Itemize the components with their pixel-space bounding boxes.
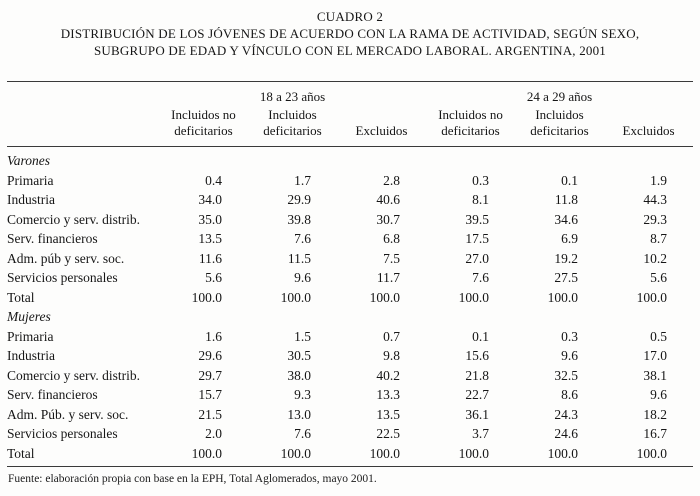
- column-header: Incluidos no deficitarios: [426, 107, 515, 147]
- value-cell: 11.8: [554, 192, 579, 207]
- value-cell: 100.0: [636, 445, 668, 461]
- value-cell: 30.7: [376, 211, 401, 227]
- value-cell: 38.0: [287, 367, 311, 383]
- value-cell: 0.5: [650, 328, 668, 344]
- statistics-table: [7, 81, 693, 467]
- value-cell: 9.8: [383, 348, 401, 363]
- section-label: Mujeres: [7, 309, 51, 324]
- value-cell: 0.3: [561, 328, 579, 344]
- value-cell: 0.1: [561, 172, 579, 188]
- value-cell: 32.5: [554, 367, 579, 383]
- value-cell: 7.6: [294, 231, 311, 246]
- table-row: [7, 171, 693, 191]
- value-cell: 9.6: [650, 387, 668, 402]
- value-cell: 36.1: [465, 406, 490, 422]
- value-cell: 100.0: [280, 445, 311, 461]
- row-label: Comercio y serv. distrib.: [7, 211, 140, 227]
- table-head: [7, 82, 693, 147]
- value-cell: 8.7: [650, 231, 668, 246]
- section-header-row: [7, 307, 693, 327]
- value-cell: 100.0: [458, 445, 490, 461]
- value-cell: 100.0: [547, 445, 579, 461]
- value-cell: 34.6: [554, 211, 579, 227]
- column-header: Excluidos: [337, 107, 426, 147]
- value-cell: 21.5: [198, 406, 222, 422]
- value-cell: 0.4: [205, 172, 222, 188]
- age-group-24-29: 24 a 29 años: [526, 89, 593, 104]
- value-cell: 5.6: [650, 270, 668, 285]
- table-subtitle-line2: SUBGRUPO DE EDAD Y VÍNCULO CON EL MERCADO LABORAL. ARGENTINA, 2001: [93, 43, 607, 58]
- value-cell: 39.8: [287, 211, 311, 227]
- value-cell: 40.6: [376, 192, 401, 207]
- value-cell: 22.7: [465, 387, 490, 402]
- empty-corner-cell: [7, 107, 159, 147]
- value-cell: 8.6: [561, 387, 579, 402]
- value-cell: 7.6: [294, 426, 311, 441]
- value-cell: 16.7: [643, 426, 668, 441]
- value-cell: 6.9: [561, 231, 579, 246]
- value-cell: 3.7: [472, 426, 490, 441]
- value-cell: 11.6: [198, 250, 222, 266]
- value-cell: 13.3: [376, 387, 401, 402]
- value-cell: 13.0: [287, 406, 311, 422]
- value-cell: 29.7: [198, 367, 222, 383]
- table-row: [7, 249, 693, 269]
- row-label: Serv. financieros: [7, 231, 98, 246]
- value-cell: 15.6: [465, 348, 490, 363]
- value-cell: 44.3: [643, 192, 668, 207]
- value-cell: 100.0: [191, 289, 222, 305]
- value-cell: 11.5: [287, 250, 311, 266]
- value-cell: 0.7: [383, 328, 401, 344]
- value-cell: 24.3: [554, 406, 579, 422]
- table-row: [7, 366, 693, 386]
- table-row: [7, 210, 693, 230]
- row-label: Serv. financieros: [7, 387, 98, 402]
- value-cell: 1.9: [650, 172, 668, 188]
- column-header-row: [7, 107, 693, 147]
- value-cell: 34.0: [198, 192, 222, 207]
- value-cell: 13.5: [376, 406, 401, 422]
- table-body: [7, 147, 693, 467]
- value-cell: 1.7: [294, 172, 311, 188]
- value-cell: 6.8: [383, 231, 401, 246]
- value-cell: 10.2: [643, 250, 668, 266]
- value-cell: 17.5: [465, 231, 490, 246]
- value-cell: 7.6: [472, 270, 490, 285]
- source-note: Fuente: elaboración propia con base en la EPH, Total Aglomerados, mayo 2001.: [8, 473, 377, 485]
- value-cell: 8.1: [472, 192, 490, 207]
- value-cell: 0.1: [472, 328, 490, 344]
- column-header: Excluidos: [604, 107, 693, 147]
- value-cell: 40.2: [376, 367, 401, 383]
- row-label: Industria: [7, 192, 55, 207]
- value-cell: 100.0: [280, 289, 311, 305]
- value-cell: 17.0: [643, 348, 668, 363]
- table-row: [7, 444, 693, 467]
- section-header-row: [7, 147, 693, 171]
- row-label: Servicios personales: [7, 270, 118, 285]
- table-row: [7, 346, 693, 366]
- value-cell: 19.2: [554, 250, 579, 266]
- value-cell: 21.8: [465, 367, 490, 383]
- row-label: Comercio y serv. distrib.: [7, 367, 140, 383]
- table-row: [7, 288, 693, 308]
- value-cell: 18.2: [643, 406, 668, 422]
- row-label: Industria: [7, 348, 55, 363]
- value-cell: 0.3: [472, 172, 490, 188]
- table-row: [7, 385, 693, 405]
- value-cell: 1.6: [205, 328, 222, 344]
- value-cell: 29.6: [198, 348, 222, 363]
- value-cell: 9.6: [561, 348, 579, 363]
- value-cell: 100.0: [547, 289, 579, 305]
- value-cell: 9.6: [294, 270, 311, 285]
- value-cell: 22.5: [376, 426, 401, 441]
- value-cell: 13.5: [198, 231, 222, 246]
- row-label: Adm. Púb. y serv. soc.: [7, 406, 129, 422]
- value-cell: 9.3: [294, 387, 311, 402]
- row-label: Primaria: [7, 172, 54, 188]
- age-group-18-23: 18 a 23 años: [259, 89, 326, 104]
- value-cell: 38.1: [643, 367, 668, 383]
- value-cell: 7.5: [383, 250, 401, 266]
- value-cell: 100.0: [369, 445, 401, 461]
- value-cell: 100.0: [458, 289, 490, 305]
- value-cell: 5.6: [205, 270, 222, 285]
- table-row: [7, 190, 693, 210]
- value-cell: 15.7: [198, 387, 222, 402]
- value-cell: 30.5: [287, 348, 311, 363]
- value-cell: 29.3: [643, 211, 668, 227]
- row-label: Primaria: [7, 328, 54, 344]
- value-cell: 1.5: [294, 328, 311, 344]
- value-cell: 100.0: [369, 289, 401, 305]
- value-cell: 27.5: [554, 270, 579, 285]
- empty-corner-cell: [7, 82, 159, 108]
- value-cell: 2.0: [205, 426, 222, 441]
- row-label: Total: [7, 445, 35, 461]
- value-cell: 39.5: [465, 211, 490, 227]
- row-label: Servicios personales: [7, 426, 118, 441]
- value-cell: 2.8: [383, 172, 401, 188]
- column-header: Incluidos deficitarios: [515, 107, 604, 147]
- value-cell: 11.7: [376, 270, 401, 285]
- age-group-row: [7, 82, 693, 108]
- table-row: [7, 405, 693, 425]
- column-header: Incluidos no deficitarios: [159, 107, 248, 147]
- row-label: Total: [7, 289, 35, 305]
- table-row: [7, 268, 693, 288]
- value-cell: 100.0: [636, 289, 668, 305]
- value-cell: 24.6: [554, 426, 579, 441]
- value-cell: 100.0: [191, 445, 222, 461]
- table-row: [7, 327, 693, 347]
- table-row: [7, 424, 693, 444]
- row-label: Adm. púb y serv. soc.: [7, 250, 125, 266]
- section-label: Varones: [7, 153, 50, 168]
- value-cell: 35.0: [198, 211, 222, 227]
- table-number-title: CUADRO 2: [316, 9, 384, 24]
- table-row: [7, 229, 693, 249]
- value-cell: 29.9: [287, 192, 311, 207]
- table-subtitle-line1: DISTRIBUCIÓN DE LOS JÓVENES DE ACUERDO CON LA RAMA DE ACTIVIDAD, SEGÚN SEXO,: [60, 26, 640, 41]
- column-header: Incluidos deficitarios: [248, 107, 337, 147]
- value-cell: 27.0: [465, 250, 490, 266]
